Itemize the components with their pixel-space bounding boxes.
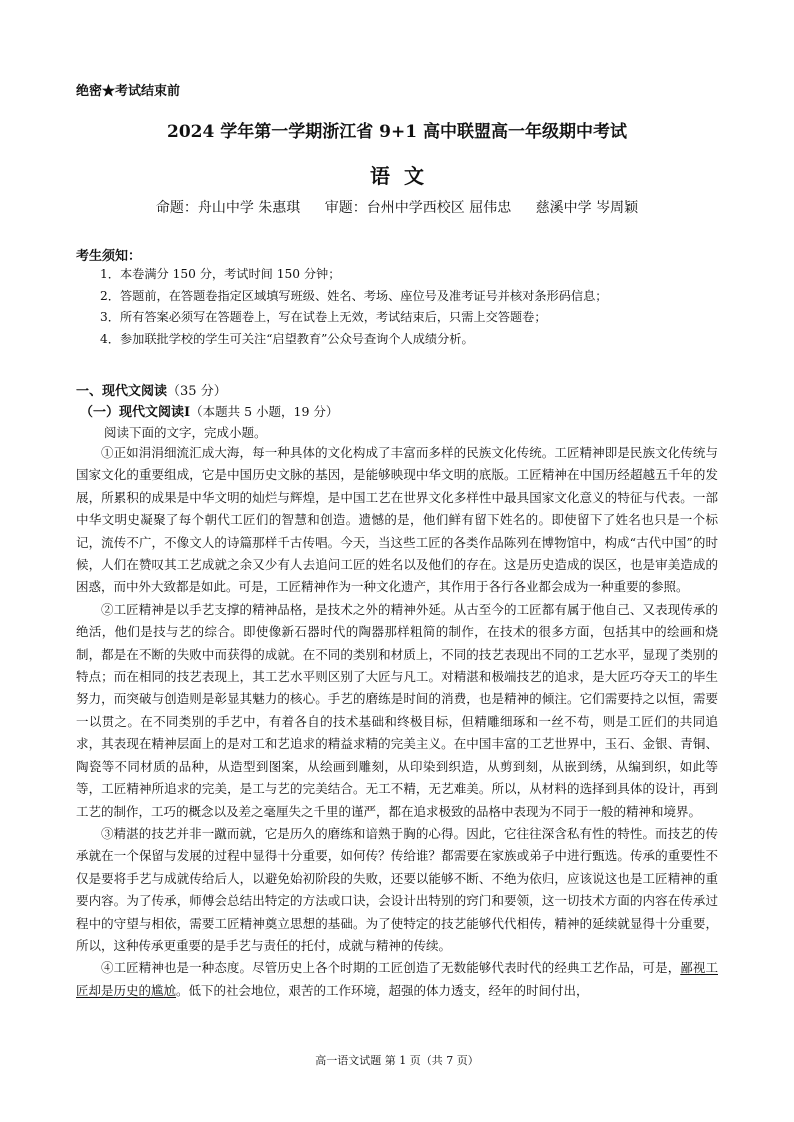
notice-title: 考生须知： [76, 249, 142, 264]
reviewer-credit: 审题：台州中学西校区 屈伟忠 [324, 200, 512, 216]
section-title: 一、现代文阅读 [76, 384, 168, 399]
passage-paragraph-4 [76, 957, 718, 1002]
subsection-title: （一）现代文阅读Ⅰ [80, 405, 191, 420]
passage-paragraph-3: ③精湛的技艺并非一蹴而就，它是历久的磨练和谙熟于胸的心得。因此，它往往深含私有性的特性。而技艺的传承就在一个保留与发展的过程中显得十分重要，如何传？传给谁？都需要在家族或弟子中进行甄选。传承的重要性不仅是要将手艺与成就传给后人，以避免始初阶段的失败，还要以能够不断、不绝为依归，应该说这也是工匠精神的重要内容。为了传承，师傅会总结出特定的方法或口诀，会设计出特别的窍门和要领，这一切技术方面的内容在传承过程中的守望与相依，需要工匠精神奠立思想的基础。为了使特定的技艺能够代代相传，精神的延续就显得十分重要，所以，这种传承更重要的是手艺与责任的托付，成就与精神的传续。 [76, 825, 718, 953]
paragraph-4-start: ④工匠精神也是一种态度。尽管历史上各个时期的工匠创造了无数能够代表时代的经典工艺作品，可是， [101, 960, 681, 976]
passage-paragraph-1: ①正如涓涓细流汇成大海，每一种具体的文化构成了丰富而多样的民族文化传统。工匠精神即是民族文化传统与国家文化的重要组成，它是中国历史文脉的基因，是能够映现中华文明的底版。工匠精神在中国历经超越五千年的发展，所累积的成果是中华文明的灿烂与辉煌，是中国工艺在世界文化多样性中最具国家文化意义的特征与代表。一部中华文明史凝聚了每个朝代工匠们的智慧和创造。遗憾的是，他们鲜有留下姓名的。即使留下了姓名也只是一个标记，流传不广，不像文人的诗篇那样千古传唱。今天，当这些工匠的各类作品陈列在博物馆中，构成“古代中国”的时候，人们在赞叹其工艺成就之余又少有人去追问工匠的姓名以及他们的存在。这是历史造成的误区，也是审美造成的困惑，而中外大致都是如此。可是，工匠精神作为一种文化遗产，其作用于各行各业都会成为一种重要的参照。 [76, 445, 718, 595]
passage-paragraph-2: ②工匠精神是以手艺支撑的精神品格，是技术之外的精神外延。从古至今的工匠都有属于他自己、又表现传承的绝活，他们是技与艺的综合。即使像新石器时代的陶器那样粗简的制作，在技术的很多方面，包括其中的绘画和烧制，都是在不断的失败中而获得的成就。在不同的类别和材质上，不同的技艺表现出不同的工艺水平，显现了类别的特点；而在相同的技艺表现上，其工艺水平则区别了大匠与凡工。对精湛和极端技艺的追求，是大匠巧夺天工的毕生努力，而突破与创造则是彰显其魅力的核心。手艺的磨练是时间的消费，也是精神的倾注。它们需要持之以恒，需要一以贯之。在不同类别的手艺中，有着各自的技术基础和终极目标，但精雕细琢和一丝不苟，则是工匠们的共同追求，其表现在精神层面上的是对工和艺追求的精益求精的完美主义。在中国丰富的工艺世界中，玉石、金银、青铜、陶瓷等不同材质的品种，从造型到图案，从绘画到雕刻，从印染到织造，从剪到刻，从嵌到绣，从编到织，如此等等，工匠精神所追求的完美，是工与艺的完美结合。无工不精，无艺难美。所以，从材料的选择到具体的设计，再到工艺的制作，工巧的概念以及差之毫厘失之千里的谨严，都在追求极致的品格中表现为不同于一般的精神和境界。 [76, 601, 718, 819]
notice-item: 3．所有答案必须写在答题卷上，写在试卷上无效，考试结束后，只需上交答题卷； [100, 310, 547, 324]
setter-credit: 命题：舟山中学 朱惠琪 [155, 200, 301, 216]
subject-title: 语文 [370, 164, 438, 188]
underlined-phrase: 鄙视工匠却是历史的尴尬 [76, 960, 718, 998]
confidential-label: 绝密★考试结束前 [76, 84, 181, 99]
author-line [0, 197, 794, 217]
subsection-heading [80, 401, 338, 420]
reading-passage [76, 442, 718, 1002]
page-footer: 高一语文试题 第 1 页（共 7 页） [315, 1054, 479, 1067]
notice-item: 2．答题前，在答题卷指定区域填写班级、姓名、考场、座位号及准考证号并核对条形码信息； [100, 288, 608, 303]
reading-instruction: 阅读下面的文字，完成小题。 [104, 425, 267, 440]
section-points: （35 分） [167, 384, 227, 399]
exam-title: 2024 学年第一学期浙江省 9+1 高中联盟高一年级期中考试 [167, 122, 627, 142]
paragraph-4-end: 。低下的社会地位，艰苦的工作环境，超强的体力透支，经年的时间付出， [176, 982, 589, 998]
notice-item: 4．参加联批学校的学生可关注“启望教育”公众号查询个人成绩分析。 [100, 331, 474, 346]
reviewer-credit-2: 慈溪中学 岑周颖 [535, 200, 639, 216]
notice-list [100, 264, 730, 350]
subsection-points: （本题共 5 小题，19 分） [190, 404, 339, 419]
section-heading [76, 380, 227, 399]
notice-item: 1．本卷满分 150 分，考试时间 150 分钟； [100, 267, 341, 281]
